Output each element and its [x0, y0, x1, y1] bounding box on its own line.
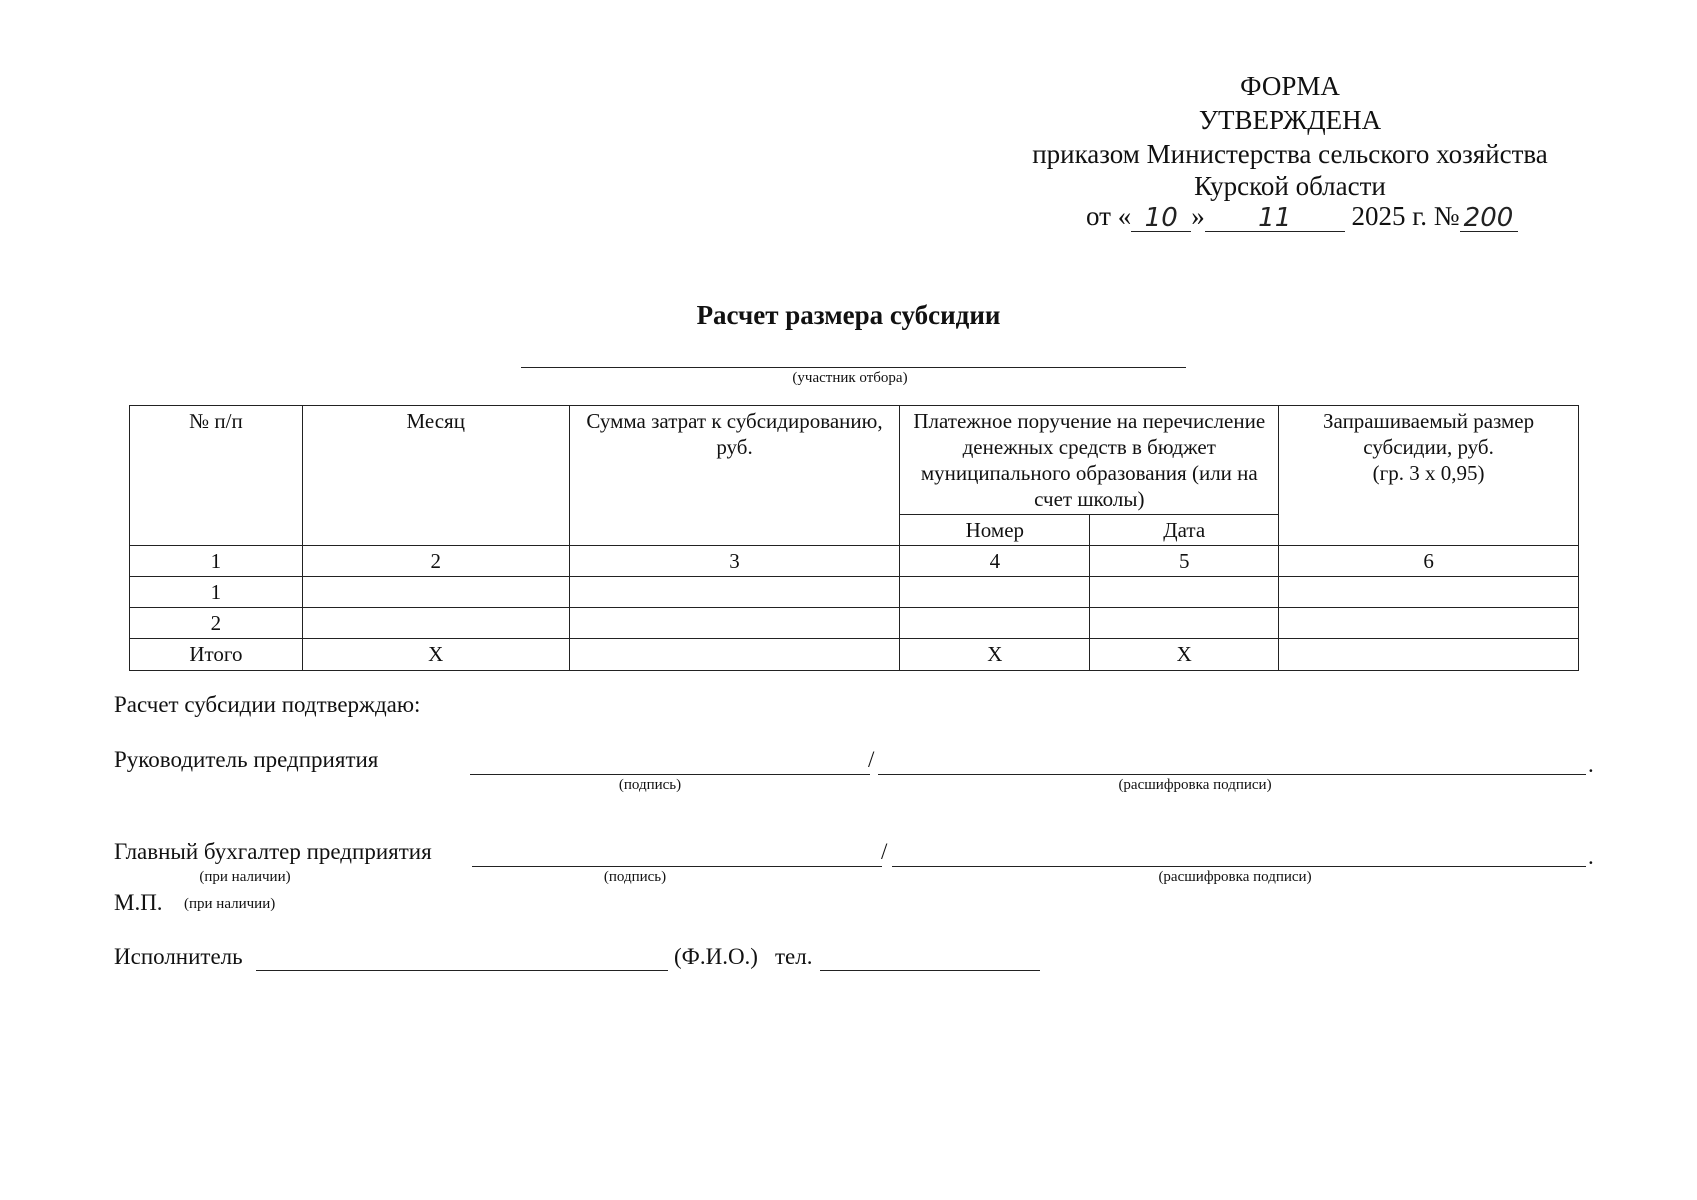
table-row [130, 608, 1579, 639]
accountant-signature-line[interactable] [472, 866, 882, 867]
table-cell[interactable] [1279, 608, 1579, 639]
order-date-line [1030, 200, 1686, 232]
table-cell[interactable] [900, 608, 1090, 639]
total-cell[interactable] [1279, 639, 1579, 671]
participant-line [521, 367, 1186, 368]
table-cell[interactable] [900, 577, 1090, 608]
head-label: Руководитель предприятия [114, 747, 379, 772]
order-issuer: приказом Министерства сельского хозяйства [1032, 139, 1548, 169]
executor-fio: (Ф.И.О.) [674, 944, 758, 969]
date-prefix: от « [1086, 201, 1132, 231]
executor-name-line[interactable] [256, 970, 668, 971]
table-cell: 2 [130, 608, 303, 639]
date-mid: » [1191, 201, 1205, 231]
head-signature-caption: (подпись) [618, 777, 682, 793]
date-year: 2025 г. № [1351, 201, 1460, 231]
numbering-cell: 5 [1090, 546, 1279, 577]
total-label: Итого [130, 639, 303, 671]
head-slash: / [868, 747, 875, 772]
numbering-cell: 2 [302, 546, 569, 577]
numbering-row [130, 546, 1579, 577]
head-end: . [1588, 752, 1594, 777]
header-requested [1279, 406, 1579, 546]
header-payment-date: Дата [1090, 515, 1279, 546]
table-cell[interactable] [569, 577, 900, 608]
executor-phone-label: тел. [775, 944, 813, 969]
numbering-cell: 4 [900, 546, 1090, 577]
head-decode-caption: (расшифровка подписи) [1118, 777, 1272, 793]
executor-label: Исполнитель [114, 944, 243, 969]
table-cell[interactable] [302, 577, 569, 608]
stamp-label: М.П. [114, 890, 163, 915]
confirm-text: Расчет субсидии подтверждаю: [114, 692, 421, 717]
region-name: Курской области [1194, 171, 1386, 201]
total-cell: Х [302, 639, 569, 671]
stamp-if-any: (при наличии) [184, 896, 276, 912]
total-cell: Х [1090, 639, 1279, 671]
header-no: № п/п [130, 406, 303, 546]
header-month: Месяц [302, 406, 569, 546]
numbering-cell: 6 [1279, 546, 1579, 577]
participant-caption: (участник отбора) [792, 370, 908, 386]
header-requested-label: Запрашиваемый размер субсидии, руб. [1323, 409, 1535, 459]
header-requested-formula: (гр. 3 х 0,95) [1372, 461, 1485, 485]
accountant-slash: / [881, 839, 888, 864]
order-number: 200 [1463, 203, 1514, 233]
table-cell[interactable] [1090, 608, 1279, 639]
subsidy-table [129, 405, 1579, 671]
numbering-cell: 1 [130, 546, 303, 577]
total-cell[interactable] [569, 639, 900, 671]
numbering-cell: 3 [569, 546, 900, 577]
approved-label: УТВЕРЖДЕНА [1198, 105, 1382, 135]
date-day: 10 [1144, 203, 1178, 233]
date-month: 11 [1258, 203, 1292, 233]
form-label: ФОРМА [1240, 71, 1340, 101]
head-decode-line[interactable] [878, 774, 1586, 775]
table-cell[interactable] [569, 608, 900, 639]
accountant-if-any: (при наличии) [199, 869, 291, 885]
accountant-end: . [1588, 844, 1594, 869]
header-sum: Сумма затрат к субсидированию, руб. [569, 406, 900, 546]
total-row [130, 639, 1579, 671]
accountant-decode-caption: (расшифровка подписи) [1158, 869, 1312, 885]
table-cell[interactable] [1090, 577, 1279, 608]
header-payment-number: Номер [900, 515, 1090, 546]
head-signature-line[interactable] [470, 774, 870, 775]
accountant-decode-line[interactable] [892, 866, 1586, 867]
table-cell[interactable] [1279, 577, 1579, 608]
table-cell[interactable] [302, 608, 569, 639]
document-title: Расчет размера субсидии [696, 300, 1001, 330]
header-payment-order: Платежное поручение на перечисление денежных средств в бюджет муниципального образования (или на счет школы) [900, 406, 1279, 515]
accountant-label: Главный бухгалтер предприятия [114, 839, 432, 864]
table-row [130, 577, 1579, 608]
executor-phone-line[interactable] [820, 970, 1040, 971]
accountant-signature-caption: (подпись) [603, 869, 667, 885]
table-cell: 1 [130, 577, 303, 608]
total-cell: Х [900, 639, 1090, 671]
